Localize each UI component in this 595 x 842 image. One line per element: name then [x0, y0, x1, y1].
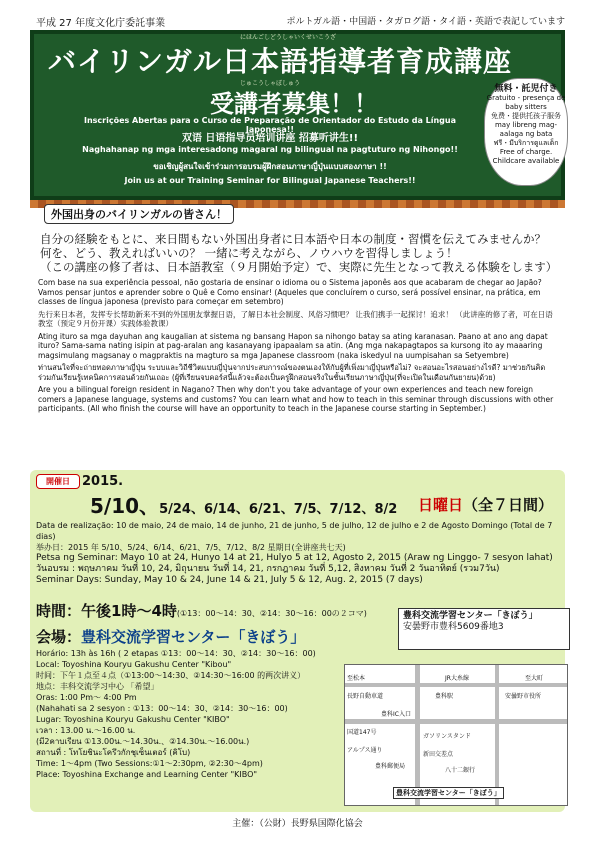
details-list	[36, 648, 341, 780]
organizer-footer: 主催：（公財）長野県国際化協会	[232, 819, 363, 829]
multilang-zh: 双语 日语指导员培训讲座 招募听讲生!!	[181, 133, 359, 144]
page-title: バイリンガル日本語指導者育成講座	[48, 45, 513, 78]
intro-label: 外国出身のバイリンガルの皆さん！	[44, 204, 234, 224]
map-label: 八十二銀行	[445, 767, 476, 774]
access-map	[344, 664, 568, 806]
detail-line: Oras: 1:00 Pm～ 4:00 Pm	[36, 693, 137, 702]
header-right: ポルトガル語・中国語・タガログ語・タイ語・英語で表記しています	[286, 17, 565, 27]
map-road	[345, 719, 567, 724]
venue-box-address: 安曇野市豊科5609番地3	[403, 622, 504, 632]
map-label: JR大糸線	[445, 675, 469, 682]
intro-zh: 先行来日本者，发挥专长帮助新来不到的外国朋友掌握日语，了解日本社会制度、风俗习惯吧？ 让我们携手一起探讨！追求！ （此讲座的修了者，可在日语教室（预定９月份开课）实践体验教课）	[38, 309, 553, 328]
schedule-zh: 举办日：2015 年 5/10、5/24、6/14、6/21、7/5、7/12、8/2 星期日(全讲座共七天)	[36, 543, 346, 552]
map-destination: 豊科交流学習センター「きぼう」	[393, 787, 504, 799]
intro-th: ท่านสนใจที่จะถ่ายทอดภาษาญี่ปุ่น ระบบและวิถีชีวิตแบบญี่ปุ่นจากประสบการณ์ของตนเองให้กับผู้ที่เพิ่งมาญี่ปุ่นหรือไม่? จะสอนอะไรสอนอย่างไรดี? มาช่วยกันคิด ร่วมกันเรียนรู้เทคนิคการสอนด้วยกันเถอะ (ผู้ที่เรียนจบคอร์สนี้แล้วจะต้องเป็นครูฝึกสอนจริงในชั้นเรียนภาษาญี่ปุ่น(ที่จะเปิดในเดือนกันยายน)ด้วย)	[38, 363, 546, 382]
detail-line: (Nahahati sa 2 sesyon : ①13：00～14：30、②14：30～16：00)	[36, 704, 288, 713]
time-value: 午後1時～4時	[81, 602, 177, 620]
map-label: 新田交差点	[423, 751, 454, 758]
map-label: 至大町	[525, 675, 544, 682]
map-label: ガソリンスタンド	[423, 733, 471, 740]
time-row	[36, 600, 367, 621]
map-label: 豊科IC入口	[381, 711, 411, 718]
venue-address-box	[398, 608, 570, 650]
schedule-year: 2015.	[82, 474, 124, 489]
schedule-label: 開催日	[36, 474, 80, 489]
badge-line: ฟรี・มีบริการดูแลเด็ก	[493, 139, 559, 147]
free-childcare-badge	[484, 78, 568, 186]
map-label: 安曇野市役所	[505, 693, 542, 700]
schedule-th: วันอบรม : พฤษภาคม วันที่ 10, 24, มิถุนายน วันที่ 14, 21, กรกฎาคม วันที่ 5,12, สิงหาคม วันที่ 2 วันอาทิตย์ (รวม7วัน)	[36, 564, 500, 574]
map-label: 長野自動車道	[347, 693, 384, 700]
header-left: 平成 27 年度文化庁委託事業	[36, 18, 166, 29]
badge-line: Free of charge. Childcare available	[492, 148, 560, 165]
badge-line: may libreng mag-aalaga ng bata	[494, 121, 558, 138]
detail-line: Time: 1～4pm (Two Sessions:①1～2:30pm, ②2:30～4pm)	[36, 759, 263, 768]
title-ruby: にほんごしどうしゃいくせいこうざ	[240, 34, 337, 41]
detail-line: 时间：下午１点至４点（①13:00～14:30、②14:30～16:00 的两次讲义）	[36, 671, 306, 680]
schedule-pt: Data de realização: 10 de maio, 24 de maio, 14 de junho, 21 de junho, 5 de julho, 12 de julho e 2 de Agosto Domingo (Total de 7 dias)	[36, 521, 553, 541]
intro-en: Are you a bilingual foreign resident in Nagano? Then why don't you take advantage of your own experiences and teach new foreign comers a Japanese language, systems and customs? You can learn what and how to teach in this seminar through discussions with other participants. (All who finish the course will have an opportunity to teach in the Japanese course starting in September.)	[38, 385, 554, 413]
schedule-translations	[36, 520, 561, 586]
multilang-tl: Naghahanap ng mga interesadong magaral ng bilingual na pagtuturo ng Nihongo!!	[82, 145, 458, 154]
detail-line: 地点：丰科交流学习中心 「希望」	[36, 682, 159, 691]
badge-line: 免费・提供托孩子服务	[491, 112, 561, 120]
map-rail	[345, 683, 567, 687]
map-label: 豊科駅	[435, 693, 454, 700]
other-dates: 5/24、6/14、6/21、7/5、7/12、8/2	[159, 502, 398, 517]
time-note: (①13：00～14：30、②14：30～16：00の２コマ)	[176, 609, 367, 618]
detail-line: Local: Toyoshina Kouryu Gakushu Center "Kibou"	[36, 660, 232, 669]
intro-jp-line: 自分の経験をもとに、来日間もない外国出身者に日本語や日本の制度・習慣を伝えてみませんか？	[40, 232, 546, 246]
intro-section	[30, 218, 565, 466]
venue-value: 豊科交流学習センター「きぼう」	[81, 628, 306, 646]
multilang-en: Join us at our Training Seminar for Bilingual Japanese Teachers!!	[124, 176, 416, 185]
schedule-tl: Petsa ng Seminar: Mayo 10 at 24, Hunyo 14 at 21, Hulyo 5 at 12, Agosto 2, 2015 (Araw ng Linggo- 7 sesyon lahat)	[36, 553, 553, 563]
intro-pt: Com base na sua experiência pessoal, não gostaria de ensinar o idioma ou o Sistema japonês aos que acabaram de chegar ao Japão? Vamos pensar juntos e aprender sobre o Quê e Como ensinar! (Aqueles que concluírem o curso, será possível ensinar, na prática, em classes de língua japonesa (previsto para começar em setembro)	[38, 278, 542, 306]
intro-jp-line: （この講座の修了者は、日本語教室（９月開始予定）で、実際に先生となって教える体験をします）	[40, 260, 558, 274]
map-label: 国道147号	[347, 729, 377, 736]
schedule-weekday	[418, 494, 553, 515]
badge-main: 無料・託児付き	[494, 84, 558, 94]
badge-line: Gratuito - presença de baby sitters	[486, 94, 566, 111]
page-subtitle: 受講者募集！！	[210, 90, 378, 118]
detail-line: เวลา : 13.00 น.～16.00 น.	[36, 726, 136, 735]
map-label: 豊科郵便局	[375, 763, 406, 770]
intro-jp-line: 何を、どう、教えればいいの？ 一緒に考えながら、ノウハウを習得しましょう！	[40, 246, 458, 260]
venue-label: 会場：	[36, 628, 82, 646]
day-count: （全７日間）	[463, 496, 554, 514]
map-label: アルプス通り	[347, 747, 383, 754]
detail-line: สถานที่ : โทโยชินะโครึวกักชุเซ็นเตอร์ (คิโบ)	[36, 748, 191, 757]
intro-tl: Ating ituro sa mga dayuhan ang kaugalian at sistema ng bansang Hapon sa nihongo batay sa ating karanasan. Paano at ano ang dapat ituro? Sama-sama nating isipin at pag-aralan ang kasanayang ipapaalam sa atin. (Ang mga nakapagtapos sa kursong ito ay maaaring magsimulang magsanay o magpraktis na magturo sa mga Japanese classroom (naka iskedyul na uumpisahan sa Setyembre)	[38, 331, 548, 360]
multilang-pt: Inscrições Abertas para o Curso de Preparação de Orientador do Estudo da Língua Japonesa!!	[83, 116, 457, 134]
venue-row	[36, 626, 305, 647]
map-label: 至松本	[347, 675, 366, 682]
sunday-label: 日曜日	[418, 496, 464, 514]
venue-box-name: 豊科交流学習センター「きぼう」	[403, 611, 538, 621]
subtitle-ruby: じゅこうしゃぼしゅう	[240, 80, 301, 87]
time-label: 時間：	[36, 602, 82, 620]
first-date: 5/10、	[90, 494, 160, 518]
map-road	[415, 665, 420, 805]
schedule-dates	[90, 490, 397, 519]
detail-line: (มี2คาบเรียน ①13.00น.～14.30น.、②14.30น.～16.00น.)	[36, 737, 250, 746]
schedule-en: Seminar Days: Sunday, May 10 & 24, June 14 & 21, July 5 & 12, Aug. 2, 2015 (7 days)	[36, 575, 423, 585]
detail-line: Lugar: Toyoshina Kouryu Gakushu Center "KIBO"	[36, 715, 230, 724]
detail-line: Place: Toyoshina Exchange and Learning Center "KIBO"	[36, 770, 258, 779]
detail-line: Horário: 13h às 16h ( 2 etapas ①13：00～14：30、②14：30～16：00)	[36, 649, 316, 658]
multilang-th: ขอเชิญผู้สนใจเข้าร่วมการอบรมผู้ฝึกสอนภาษาญี่ปุ่นแบบสองภาษา !!	[153, 162, 387, 171]
map-road	[495, 665, 499, 805]
